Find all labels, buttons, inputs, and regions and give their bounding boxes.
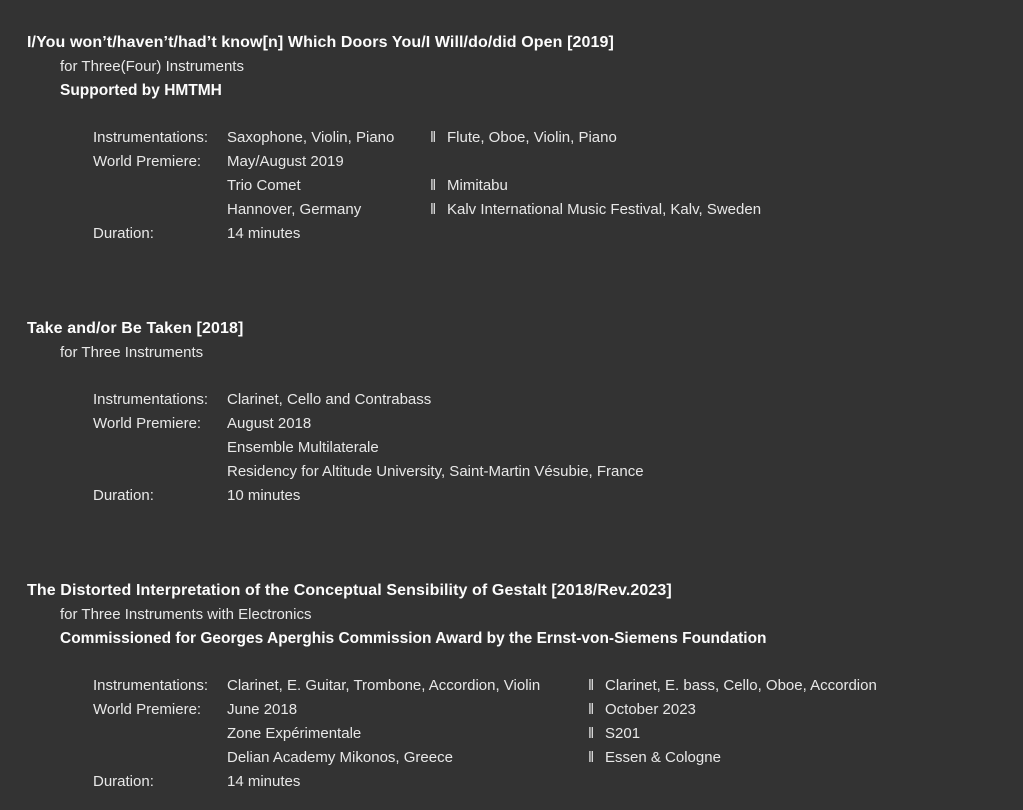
detail-row: [93, 198, 1023, 222]
double-bar-separator: ‖: [588, 725, 595, 742]
work-title: The Distorted Interpretation of the Conceptual Sensibility of Gestalt [2018/Rev.2023]: [27, 582, 672, 599]
detail-row: [93, 722, 1023, 746]
double-bar-separator: ‖: [430, 177, 437, 194]
detail-label: [93, 722, 227, 746]
double-bar-separator: ‖: [588, 677, 595, 694]
detail-value-left: Delian Academy Mikonos, Greece: [227, 749, 453, 766]
detail-value-right: S201: [605, 725, 641, 742]
work-entry-3: [27, 579, 1023, 794]
detail-value-right: Clarinet, E. bass, Cello, Oboe, Accordion: [605, 677, 877, 694]
detail-row: [93, 150, 1023, 174]
double-bar-separator: ‖: [588, 701, 595, 718]
detail-label: Instrumentations:: [93, 129, 209, 146]
detail-row: [93, 484, 1023, 508]
work-commission-subtitle: Commissioned for Georges Aperghis Commission Award by the Ernst-von-Siemens Foundation: [60, 630, 767, 647]
detail-label: Duration:: [93, 773, 154, 790]
detail-row: [93, 460, 1023, 484]
double-bar-separator: ‖: [430, 129, 437, 146]
work-details: [93, 674, 1023, 794]
detail-value-left: Hannover, Germany: [227, 201, 362, 218]
detail-row: [93, 436, 1023, 460]
detail-value-left: Clarinet, Cello and Contrabass: [227, 391, 432, 408]
double-bar-separator: ‖: [430, 201, 437, 218]
detail-value-left: Trio Comet: [227, 177, 301, 194]
detail-value-right: Mimitabu: [447, 177, 508, 194]
detail-value-left: Residency for Altitude University, Saint-Martin Vésubie, France: [227, 463, 644, 480]
work-details: [93, 126, 1023, 246]
work-entry-2: [27, 317, 1023, 508]
detail-label: World Premiere:: [93, 415, 202, 432]
detail-row: [93, 222, 1023, 246]
detail-value-left: June 2018: [227, 701, 298, 718]
work-support-subtitle: Supported by HMTMH: [60, 82, 222, 99]
detail-label: World Premiere:: [93, 701, 202, 718]
detail-value-left: August 2018: [227, 415, 312, 432]
detail-label: Duration:: [93, 225, 154, 242]
detail-value-right: Essen & Cologne: [605, 749, 721, 766]
detail-value-left: Ensemble Multilaterale: [227, 439, 379, 456]
detail-label: World Premiere:: [93, 153, 202, 170]
work-instrument-subtitle: for Three Instruments with Electronics: [60, 606, 312, 623]
work-title: I/You won’t/haven’t/had’t know[n] Which Doors You/I Will/do/did Open [2019]: [27, 34, 614, 51]
detail-label: Instrumentations:: [93, 677, 209, 694]
detail-value-left: 14 minutes: [227, 225, 301, 242]
detail-label: [93, 746, 227, 770]
detail-value-right: Kalv International Music Festival, Kalv, Sweden: [447, 201, 762, 218]
work-instrument-subtitle: for Three Instruments: [60, 344, 204, 361]
work-title: Take and/or Be Taken [2018]: [27, 320, 244, 337]
detail-value-left: Saxophone, Violin, Piano: [227, 129, 395, 146]
detail-row: [93, 698, 1023, 722]
detail-label: [93, 436, 227, 460]
detail-value-right: Flute, Oboe, Violin, Piano: [447, 129, 617, 146]
detail-row: [93, 126, 1023, 150]
detail-value-left: Clarinet, E. Guitar, Trombone, Accordion, Violin: [227, 677, 541, 694]
work-entry-1: [27, 31, 1023, 246]
detail-row: [93, 412, 1023, 436]
detail-value-left: Zone Expérimentale: [227, 725, 362, 742]
detail-label: Instrumentations:: [93, 391, 209, 408]
detail-label: [93, 198, 227, 222]
detail-label: [93, 174, 227, 198]
work-details: [93, 388, 1023, 508]
work-instrument-subtitle: for Three(Four) Instruments: [60, 58, 244, 75]
detail-value-left: 14 minutes: [227, 773, 301, 790]
detail-row: [93, 674, 1023, 698]
double-bar-separator: ‖: [588, 749, 595, 766]
detail-row: [93, 770, 1023, 794]
detail-row: [93, 746, 1023, 770]
detail-value-left: 10 minutes: [227, 487, 301, 504]
detail-value-right: October 2023: [605, 701, 696, 718]
detail-row: [93, 388, 1023, 412]
detail-label: [93, 460, 227, 484]
detail-value-left: May/August 2019: [227, 153, 344, 170]
detail-row: [93, 174, 1023, 198]
detail-label: Duration:: [93, 487, 154, 504]
